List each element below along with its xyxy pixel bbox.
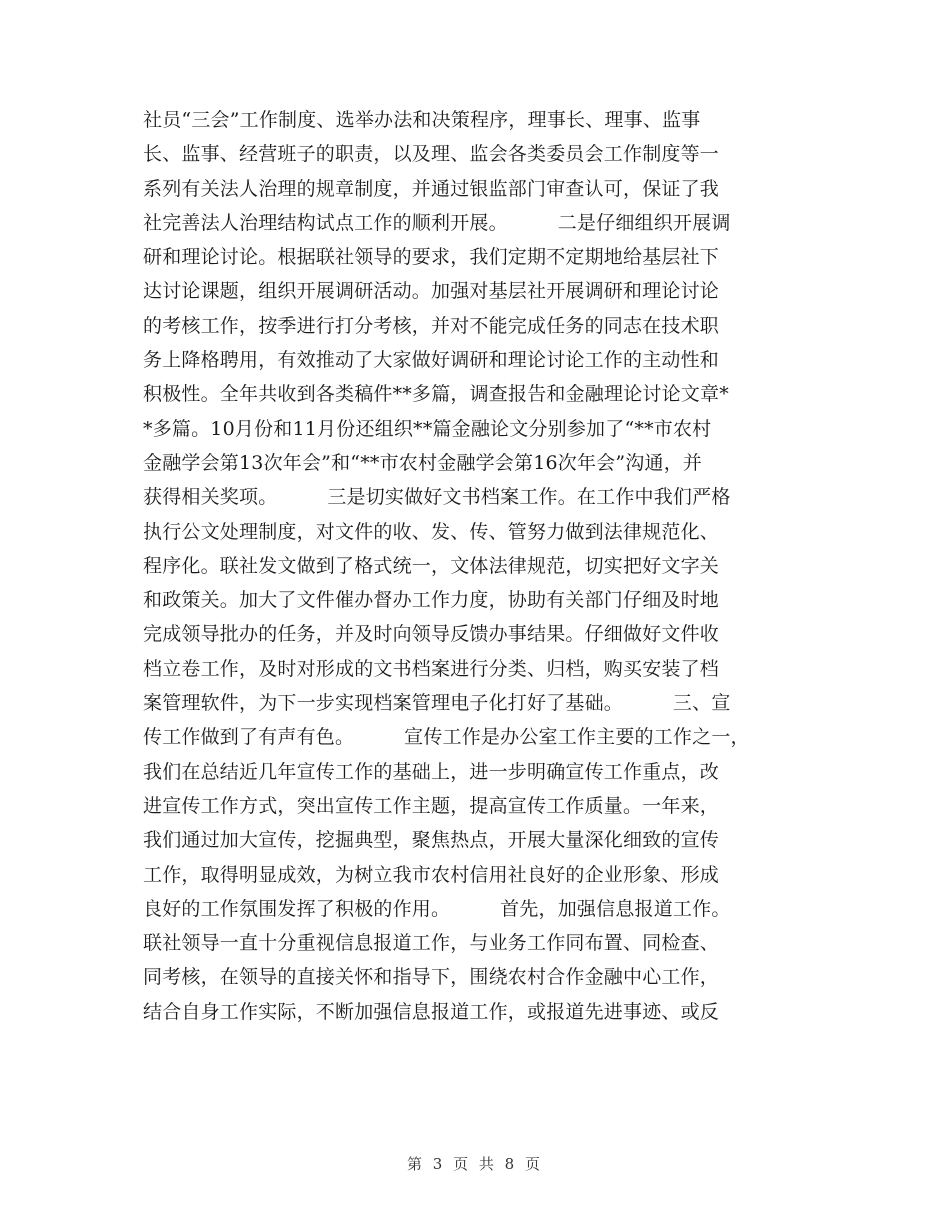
- text-line-2: 长、监事、经营班子的职责，以及理、监会各类委员会工作制度等一: [143, 143, 720, 166]
- text-line-9: 积极性。全年共收到各类稿件**多篇，调查报告和金融理论讨论文章*: [143, 383, 729, 406]
- text-line-21: 进宣传工作方式，突出宣传工作主题，提高宣传工作质量。一年来，: [143, 794, 720, 817]
- text-line-4: 社完善法人治理结构试点工作的顺利开展。 二是仔细组织开展调: [143, 211, 731, 234]
- text-line-7: 的考核工作，按季进行打分考核，并对不能完成任务的同志在技术职: [143, 314, 720, 337]
- text-line-27: 结合自身工作实际，不断加强信息报道工作，或报道先进事迹、或反: [143, 1000, 720, 1023]
- text-line-17: 档立卷工作，及时对形成的文书档案进行分类、归档，购买安装了档: [143, 657, 720, 680]
- text-line-22: 我们通过加大宣传，挖掘典型，聚焦热点，开展大量深化细致的宣传: [143, 829, 720, 852]
- text-line-5: 研和理论讨论。根据联社领导的要求，我们定期不定期地给基层社下: [143, 246, 720, 269]
- text-line-10: *多篇。10月份和11月份还组织**篇金融论文分别参加了“**市农村: [143, 417, 712, 440]
- text-line-18: 案管理软件，为下一步实现档案管理电子化打好了基础。 三、宣: [143, 692, 731, 715]
- text-line-15: 和政策关。加大了文件催办督办工作力度，协助有关部门仔细及时地: [143, 589, 720, 612]
- page-number-footer: 第 3 页 共 8 页: [407, 1155, 543, 1173]
- text-line-20: 我们在总结近几年宣传工作的基础上，进一步明确宣传工作重点，改: [143, 760, 720, 783]
- text-line-12: 获得相关奖项。 三是切实做好文书档案工作。在工作中我们严格: [143, 486, 731, 509]
- text-line-23: 工作，取得明显成效，为树立我市农村信用社良好的企业形象、形成: [143, 863, 720, 886]
- text-line-24: 良好的工作氛围发挥了积极的作用。 首先，加强信息报道工作。: [143, 897, 731, 920]
- text-line-6: 达讨论课题，组织开展调研活动。加强对基层社开展调研和理论讨论: [143, 280, 720, 303]
- text-line-14: 程序化。联社发文做到了格式统一，文体法律规范，切实把好文字关: [143, 554, 720, 577]
- body-text: [143, 103, 823, 1029]
- text-line-3: 系列有关法人治理的规章制度，并通过银监部门审查认可，保证了我: [143, 177, 720, 200]
- text-line-13: 执行公文处理制度，对文件的收、发、传、管努力做到法律规范化、: [143, 520, 720, 543]
- text-line-25: 联社领导一直十分重视信息报道工作，与业务工作同布置、同检查、: [143, 932, 720, 955]
- text-line-1: 社员“三会”工作制度、选举办法和决策程序，理事长、理事、监事: [143, 109, 701, 131]
- text-line-11: 金融学会第13次年会”和“**市农村金融学会第16次年会”沟通，并: [143, 451, 703, 474]
- text-line-26: 同考核，在领导的直接关怀和指导下，围绕农村合作金融中心工作，: [143, 966, 720, 989]
- text-line-8: 务上降格聘用，有效推动了大家做好调研和理论讨论工作的主动性和: [143, 349, 720, 372]
- text-line-16: 完成领导批办的任务，并及时向领导反馈办事结果。仔细做好文件收: [143, 623, 720, 646]
- text-line-19: 传工作做到了有声有色。 宣传工作是办公室工作主要的工作之一，: [143, 726, 750, 749]
